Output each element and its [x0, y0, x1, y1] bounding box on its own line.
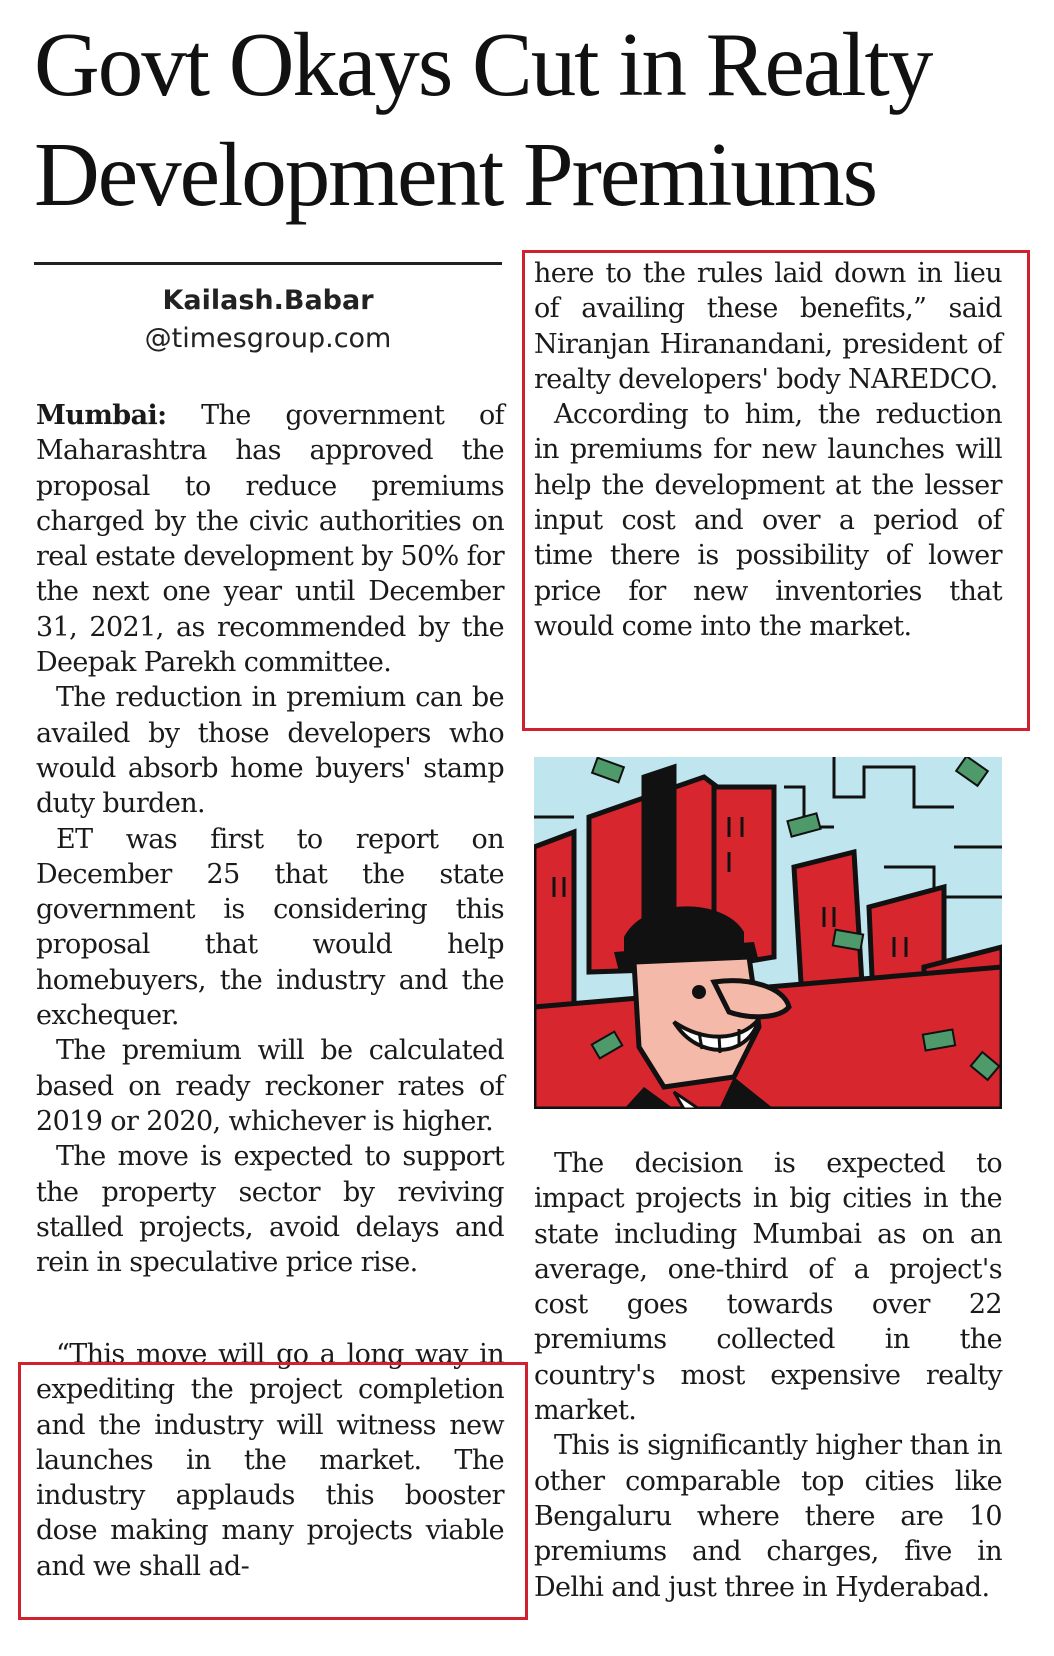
byline-email: @timesgroup.com	[144, 323, 392, 354]
lead-text: The government of Maharashtra has approved the proposal to reduce premiums charged by the civic authorities on real estate development by 50% for the next one year until December 31, 2021, as recommended by the Deepak Parekh committee.	[36, 400, 504, 679]
highlight-box-right	[522, 250, 1030, 731]
quote-paragraph: “This move will go a long way in expediting the project completion and the industry will witness new launches in the market. The industry applauds this booster dose making many projects viable and we shall ad-	[36, 1339, 504, 1582]
cartoon-developer-with-red-buildings-and-flying-cash-icon	[534, 757, 1002, 1109]
article-paragraph-7: The decision is expected to impact projects in big cities in the state including Mumbai as on an average, one-third of a project's cost goes towards over 22 premiums collected in the country's most expensive realty market.	[534, 1148, 1002, 1427]
left-column-body	[36, 398, 504, 1280]
highlight-box-left	[18, 1362, 528, 1620]
article-paragraph-4: The premium will be calculated based on ready reckoner rates of 2019 or 2020, whichever is higher.	[36, 1035, 504, 1137]
article-paragraph-3: ET was first to report on December 25 that the state government is considering this proposal that would help homebuyers, the industry and the exchequer.	[36, 823, 504, 1032]
quote-continued: here to the rules laid down in lieu of availing these benefits,” said Niranjan Hiranandani, president of realty developers' body NAREDCO.	[534, 258, 1002, 395]
right-column-bottom	[534, 1146, 1002, 1605]
article-paragraph-2: The reduction in premium can be availed by those developers who would absorb home buyers' stamp duty burden.	[36, 682, 504, 820]
article-paragraph-6: According to him, the reduction in premiums for new launches will help the development at the lesser input cost and over a period of time there is possibility of lower price for new inventories that would come into the market.	[534, 399, 1002, 642]
headline-rule	[34, 262, 502, 265]
article-paragraph-8: This is significantly higher than in other comparable top cities like Bengaluru where there are 10 premiums and charges, five in Delhi and just three in Hyderabad.	[534, 1430, 1002, 1603]
byline	[34, 282, 502, 358]
headline: Govt Okays Cut in Realty Development Premiums	[34, 14, 932, 225]
article-paragraph-1	[36, 398, 504, 680]
byline-name: Kailash.Babar	[162, 285, 374, 316]
dateline: Mumbai:	[36, 400, 167, 431]
article-paragraph-5: The move is expected to support the property sector by reviving stalled projects, avoid delays and rein in speculative price rise.	[36, 1141, 504, 1279]
